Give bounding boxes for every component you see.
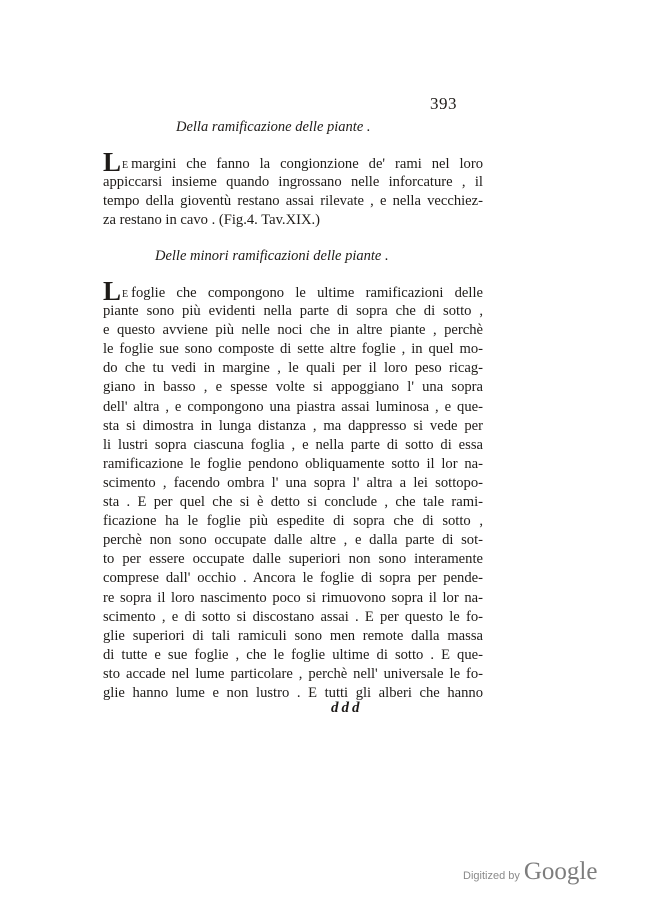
paragraph-line: dell' altra , e compongono una piastra assai luminosa , e que- (103, 398, 483, 415)
paragraph-line: appiccarsi insieme quando ingrossano nelle inforcature , il (103, 174, 483, 191)
section-heading-minori-ramificazioni: Delle minori ramificazioni delle piante . (155, 248, 389, 264)
paragraph-line: to per essere occupate dalle superiori non sono interamente (103, 551, 483, 568)
drop-cap-rest: E (122, 289, 129, 300)
paragraph-line: giano in basso , e spesse volte si appoggiano l' una sopra (103, 379, 483, 396)
paragraph-line: sta . E per quel che si è detto si conclude , che tale rami- (103, 494, 483, 511)
paragraph-line: sto accade nel lume particolare , perchè nell' universale le fo- (103, 665, 483, 682)
paragraph-line: e questo avviene più nelle noci che in altre piante , perchè (103, 322, 483, 339)
paragraph-line: glie hanno lume e non lustro . E tutti gli alberi che hanno (103, 684, 483, 701)
paragraph-line: comprese dall' occhio . Ancora le foglie di sopra per pende- (103, 570, 483, 587)
paragraph-line (103, 276, 483, 306)
paragraph-line: scimento , facendo ombra l' una sopra l' altra a lei sottopo- (103, 474, 483, 491)
paragraph-line: glie superiori di tali ramiculi sono men remote dalla massa (103, 627, 483, 644)
page-number: 393 (430, 94, 457, 113)
paragraph-line: li lustri sopra ciascuna foglia , e nella parte di sotto di essa (103, 436, 483, 453)
drop-cap: L (103, 276, 122, 306)
drop-cap: L (103, 147, 122, 177)
section-heading-ramificazione: Della ramificazione delle piante . (176, 119, 371, 135)
line-text: margini che fanno la congionzione de' rami nel loro (131, 156, 483, 172)
paragraph-line: ficazione ha le foglie più espedite di sopra che di sotto , (103, 513, 483, 530)
paragraph-line: piante sono più evidenti nella parte di sopra che di sotto , (103, 303, 483, 320)
paragraph-line: di tutte e sue foglie , che le foglie ultime di sotto . E que- (103, 646, 483, 663)
drop-cap-rest: E (122, 160, 129, 171)
paragraph-line: scimento , e di sotto si discostano assai . E per questo le fo- (103, 608, 483, 625)
watermark-prefix: Digitized by (463, 870, 520, 882)
paragraph-line: za restano in cavo . (Fig.4. Tav.XIX.) (103, 212, 321, 229)
paragraph-line: do che tu vedi in margine , le quali per il loro peso ricag- (103, 360, 483, 377)
paragraph-line: ramificazione le foglie pendono obliquamente sotto il lor na- (103, 455, 483, 472)
paragraph-line: le foglie sue sono composte di sette altre foglie , in quel mo- (103, 341, 483, 358)
paragraph-line: sta si dimostra in lunga distanza , ma dappresso si vede per (103, 417, 483, 434)
paragraph-line: perchè non sono occupate dalle altre , e dalla parte di sot- (103, 532, 483, 549)
paragraph-line (103, 147, 483, 177)
line-text: foglie che compongono le ultime ramificazioni delle (131, 285, 483, 301)
digitized-watermark (463, 858, 597, 886)
paragraph-ramificazione (103, 147, 483, 230)
google-logo: Google (523, 858, 598, 885)
paragraph-line: tempo della gioventù restano assai rilevate , e nella vecchiez- (103, 193, 483, 210)
paragraph-line: re sopra il loro nascimento poco si rimuovono sopra il lor na- (103, 589, 483, 606)
paragraph-minori-ramificazioni (103, 276, 483, 703)
signature-mark: ddd (331, 700, 363, 716)
